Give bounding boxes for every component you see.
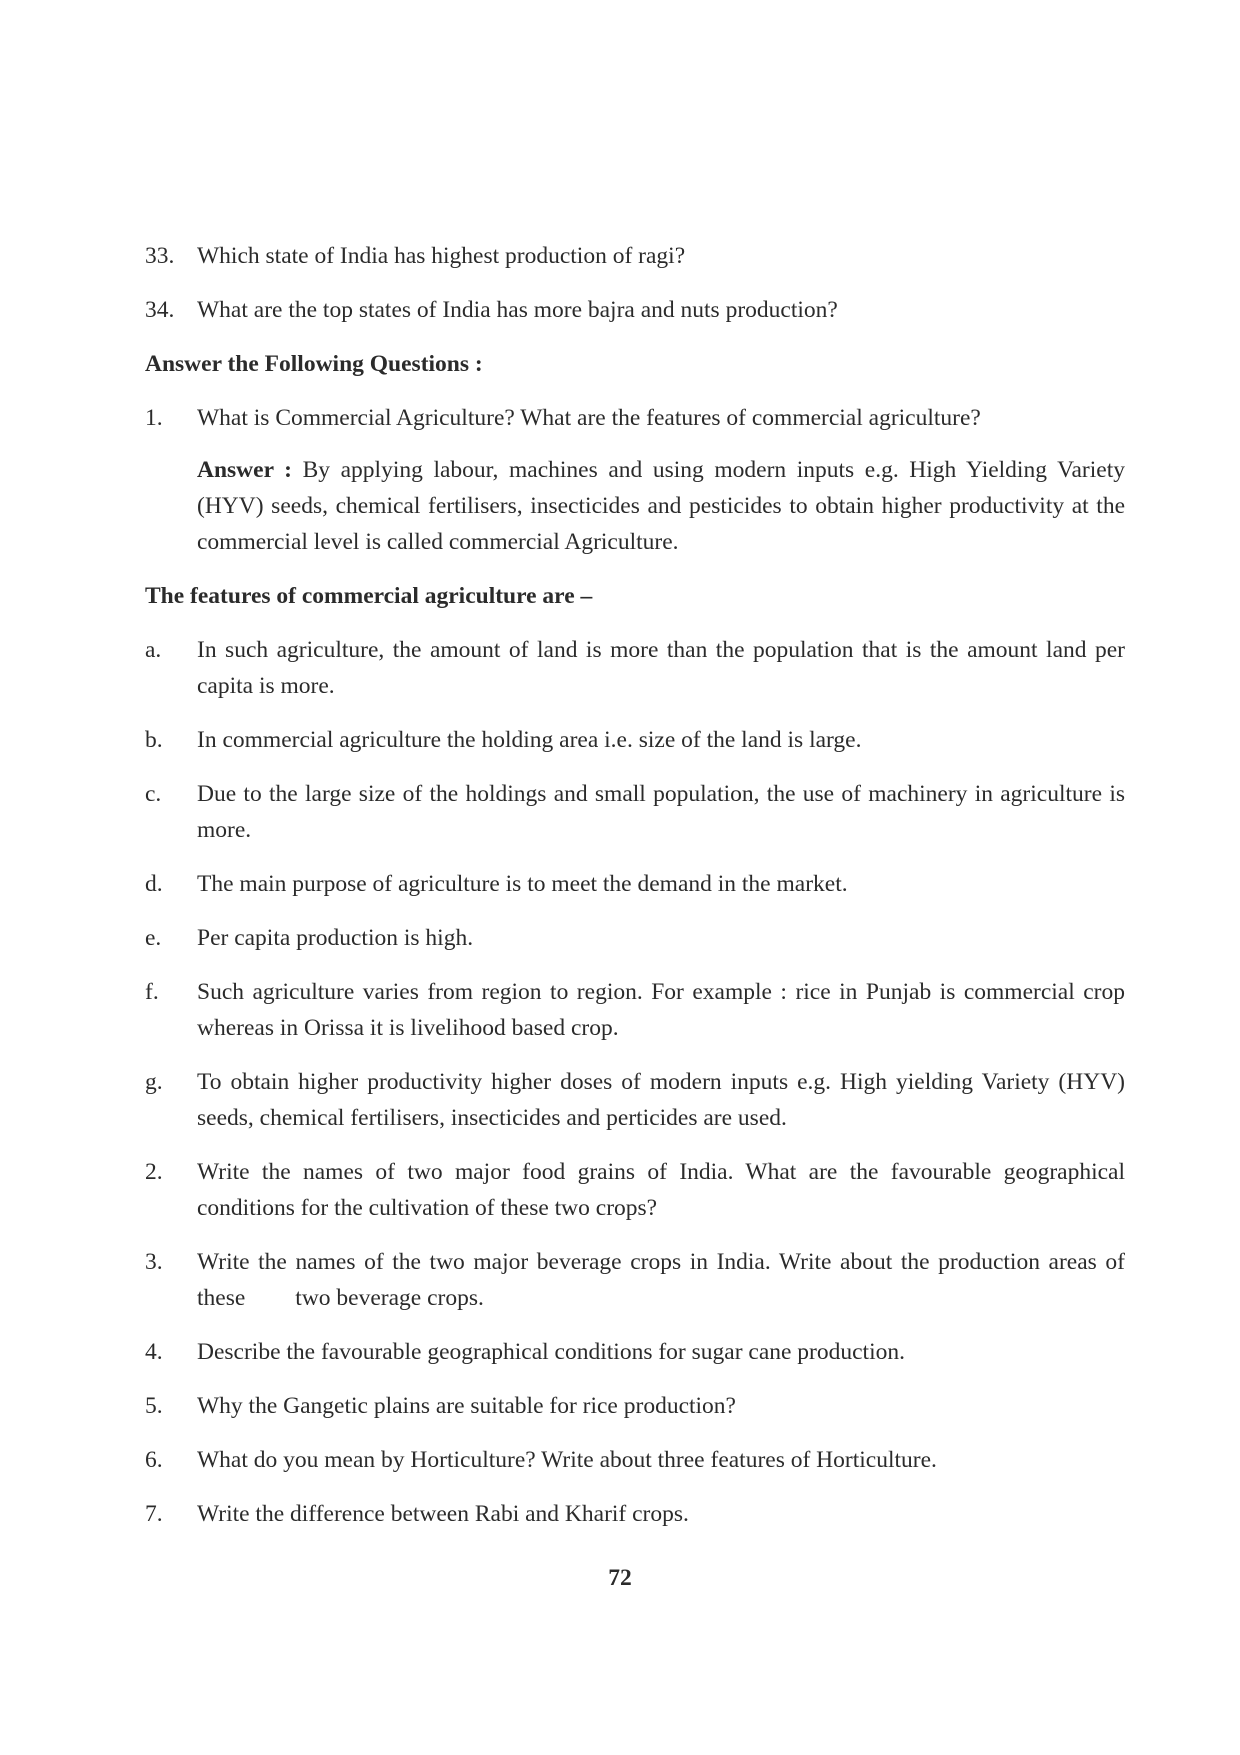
feature-letter: c. xyxy=(145,781,162,807)
question-text: Write the difference between Rabi and Kharif crops. xyxy=(197,1501,689,1527)
question-text: Which state of India has highest production of ragi? xyxy=(197,243,686,269)
question-number: 33. xyxy=(145,243,175,269)
feature-f xyxy=(145,974,1125,1046)
question-text: Why the Gangetic plains are suitable for rice production? xyxy=(197,1393,736,1419)
question-number: 3. xyxy=(145,1249,163,1275)
feature-d xyxy=(145,866,1125,902)
question-text-part-a: Write the names of the two major beverage crops in India. Write about the production areas of these xyxy=(197,1249,1125,1311)
question-text: What is Commercial Agriculture? What are the features of commercial agriculture? xyxy=(197,405,981,431)
feature-text: Per capita production is high. xyxy=(197,925,474,951)
question-33 xyxy=(145,238,1125,274)
question-text: What do you mean by Horticulture? Write about three features of Horticulture. xyxy=(197,1447,937,1473)
features-heading: The features of commercial agriculture are – xyxy=(145,583,593,609)
question-number: 34. xyxy=(145,297,175,323)
feature-text: To obtain higher productivity higher doses of modern inputs e.g. High yielding Variety (HYV) seeds, chemical fertilisers, insecticides and perticides are used. xyxy=(197,1069,1125,1131)
question-number: 6. xyxy=(145,1447,163,1473)
answer-label: Answer : xyxy=(197,457,293,483)
question-4 xyxy=(145,1334,1125,1370)
feature-text: Such agriculture varies from region to region. For example : rice in Punjab is commercial crop whereas in Orissa it is livelihood based crop. xyxy=(197,979,1125,1041)
feature-letter: d. xyxy=(145,871,163,897)
question-text xyxy=(197,1244,1125,1316)
feature-e xyxy=(145,920,1125,956)
feature-letter: g. xyxy=(145,1069,163,1095)
page-content xyxy=(145,238,1125,1550)
question-text-part-b: two beverage crops. xyxy=(295,1285,484,1311)
question-7 xyxy=(145,1496,1125,1532)
feature-text: Due to the large size of the holdings and small population, the use of machinery in agriculture is more. xyxy=(197,781,1125,843)
question-text: Write the names of two major food grains of India. What are the favourable geographical conditions for the cultivation of these two crops? xyxy=(197,1159,1125,1221)
feature-letter: b. xyxy=(145,727,163,753)
question-number: 5. xyxy=(145,1393,163,1419)
feature-c xyxy=(145,776,1125,848)
answer-paragraph xyxy=(197,452,1125,560)
feature-letter: e. xyxy=(145,925,162,951)
question-2 xyxy=(145,1154,1125,1226)
question-number: 7. xyxy=(145,1501,163,1527)
page-number: 72 xyxy=(608,1565,632,1591)
question-text: What are the top states of India has more bajra and nuts production? xyxy=(197,297,838,323)
feature-a xyxy=(145,632,1125,704)
feature-b xyxy=(145,722,1125,758)
question-number: 4. xyxy=(145,1339,163,1365)
question-3 xyxy=(145,1244,1125,1316)
question-34 xyxy=(145,292,1125,328)
feature-text: The main purpose of agriculture is to meet the demand in the market. xyxy=(197,871,848,897)
feature-g xyxy=(145,1064,1125,1136)
question-text: Describe the favourable geographical conditions for sugar cane production. xyxy=(197,1339,905,1365)
question-number: 2. xyxy=(145,1159,163,1185)
section-heading: Answer the Following Questions : xyxy=(145,351,483,377)
question-5 xyxy=(145,1388,1125,1424)
question-1 xyxy=(145,400,1125,436)
question-number: 1. xyxy=(145,405,163,431)
feature-text: In commercial agriculture the holding area i.e. size of the land is large. xyxy=(197,727,862,753)
question-6 xyxy=(145,1442,1125,1478)
answer-text: By applying labour, machines and using modern inputs e.g. High Yielding Variety (HYV) seeds, chemical fertilisers, insecticides and pesticides to obtain higher productivity at the commercial level is called commercial Agriculture. xyxy=(197,457,1125,555)
feature-letter: a. xyxy=(145,637,162,663)
feature-text: In such agriculture, the amount of land is more than the population that is the amount land per capita is more. xyxy=(197,637,1125,699)
feature-letter: f. xyxy=(145,979,159,1005)
